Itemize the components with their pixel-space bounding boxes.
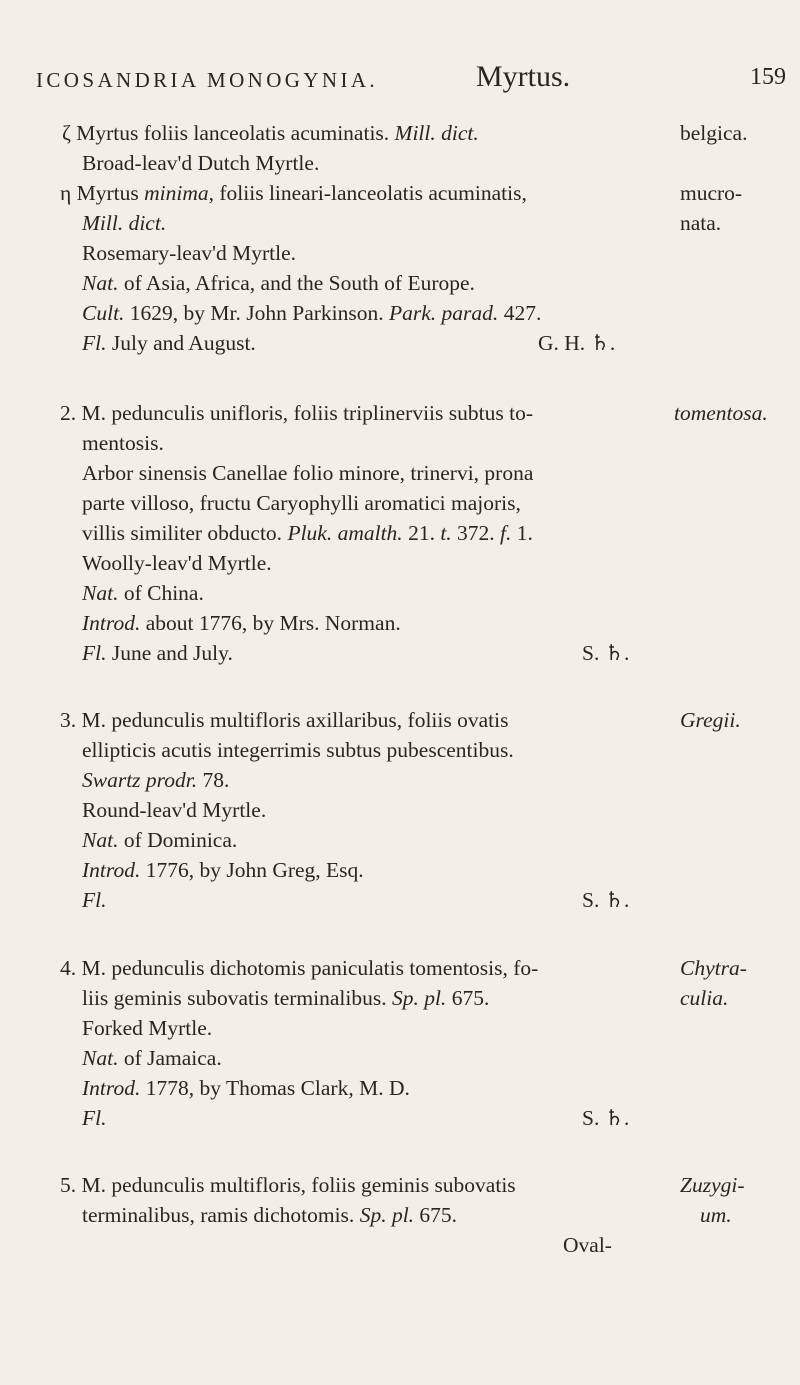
entry-3-line-5: Nat. of Dominica. <box>82 828 238 852</box>
entry-3-line-3: Swartz prodr. 78. <box>82 768 230 792</box>
entry-2-line-7: Nat. of China. <box>82 581 204 605</box>
entry-4-line-1: 4. M. pedunculis dichotomis paniculatis tomentosis, fo- <box>60 956 539 980</box>
margin-name-gregii: Gregii. <box>680 708 741 732</box>
entry-zeta-line-1: ζ Myrtus foliis lanceolatis acuminatis. Mill. dict. <box>62 121 479 145</box>
entry-2-habitat: S. ♄. <box>582 641 630 665</box>
entry-zeta-line-2: Broad-leav'd Dutch Myrtle. <box>82 151 320 175</box>
entry-2-line-1: 2. M. pedunculis unifloris, foliis triplinerviis subtus to- <box>60 401 533 425</box>
running-header <box>36 62 786 102</box>
entry-eta-line-4: Nat. of Asia, Africa, and the South of Europe. <box>82 271 475 295</box>
entry-eta-line-5: Cult. 1629, by Mr. John Parkinson. Park. parad. 427. <box>82 301 542 325</box>
entry-2-line-9: Fl. June and July. <box>82 641 233 665</box>
entry-2-line-3: Arbor sinensis Canellae folio minore, trinervi, prona <box>82 461 534 485</box>
entry-eta-habitat: G. H. ♄. <box>538 331 616 355</box>
entry-3-line-7: Fl. <box>82 888 107 912</box>
entry-2-line-8: Introd. about 1776, by Mrs. Norman. <box>82 611 401 635</box>
entry-3-line-6: Introd. 1776, by John Greg, Esq. <box>82 858 364 882</box>
page-number: 159 <box>750 64 786 90</box>
margin-name-mucronata-1: mucro- <box>680 181 743 205</box>
margin-name-tomentosa: tomentosa. <box>674 401 768 425</box>
entry-4-line-2: liis geminis subovatis terminalibus. Sp. pl. 675. <box>82 986 490 1010</box>
entry-2-line-6: Woolly-leav'd Myrtle. <box>82 551 272 575</box>
entry-eta-line-1: η Myrtus minima, foliis lineari-lanceolatis acuminatis, <box>60 181 527 205</box>
margin-name-chytraculia-1: Chytra- <box>680 956 747 980</box>
entry-4-line-3: Forked Myrtle. <box>82 1016 213 1040</box>
genus-title: Myrtus. <box>476 60 571 93</box>
entry-eta-line-2: Mill. dict. <box>82 211 167 235</box>
entry-eta-line-6: Fl. July and August. <box>82 331 256 355</box>
entry-2-line-4: parte villoso, fructu Caryophylli aromatici majoris, <box>82 491 521 515</box>
entry-2-line-5: villis similiter obducto. Pluk. amalth. 21. t. 372. f. 1. <box>82 521 533 545</box>
margin-name-zuzygium-2: um. <box>700 1203 732 1227</box>
entry-5-line-1: 5. M. pedunculis multifloris, foliis geminis subovatis <box>60 1173 516 1197</box>
entry-4-line-4: Nat. of Jamaica. <box>82 1046 222 1070</box>
section-title: ICOSANDRIA MONOGYNIA. <box>36 68 379 92</box>
catchword: Oval- <box>563 1233 612 1257</box>
entry-2-line-2: mentosis. <box>82 431 164 455</box>
entry-4-habitat: S. ♄. <box>582 1106 630 1130</box>
entry-eta-line-3: Rosemary-leav'd Myrtle. <box>82 241 297 265</box>
entry-4-line-6: Fl. <box>82 1106 107 1130</box>
entry-3-line-1: 3. M. pedunculis multifloris axillaribus, foliis ovatis <box>60 708 509 732</box>
entry-3-line-4: Round-leav'd Myrtle. <box>82 798 267 822</box>
margin-name-zuzygium-1: Zuzygi- <box>680 1173 745 1197</box>
margin-name-mucronata-2: nata. <box>680 211 722 235</box>
entry-3-line-2: ellipticis acutis integerrimis subtus pubescentibus. <box>82 738 514 762</box>
margin-name-chytraculia-2: culia. <box>680 986 729 1010</box>
entry-4-line-5: Introd. 1778, by Thomas Clark, M. D. <box>82 1076 410 1100</box>
entry-5-line-2: terminalibus, ramis dichotomis. Sp. pl. 675. <box>82 1203 458 1227</box>
margin-name-belgica: belgica. <box>680 121 748 145</box>
entry-3-habitat: S. ♄. <box>582 888 630 912</box>
